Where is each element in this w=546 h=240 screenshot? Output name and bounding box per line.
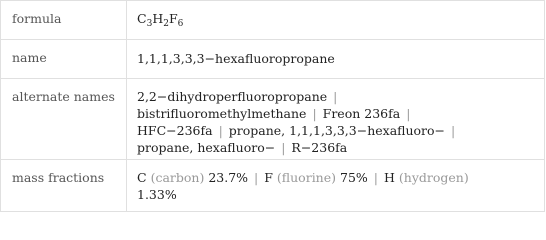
- name-row: [1, 39, 544, 78]
- mass-fraction-element: (carbon): [150, 170, 205, 185]
- separator: |: [254, 170, 259, 185]
- alternate-name: propane, 1,1,1,3,3,3−hexafluoro−: [228, 123, 446, 138]
- separator: |: [218, 123, 223, 138]
- formula-subscript-h: 2: [163, 19, 169, 29]
- mass-fractions-label: mass fractions: [1, 160, 127, 211]
- formula-element-f: F: [168, 11, 178, 26]
- mass-fraction-symbol: C: [137, 170, 147, 185]
- mass-fraction-symbol: F: [264, 170, 273, 185]
- separator: |: [281, 140, 286, 155]
- name-label: name: [1, 40, 127, 78]
- formula-element-c: C: [137, 11, 147, 26]
- alternate-name: 2,2−dihydroperfluoropropane: [137, 89, 328, 104]
- mass-fraction-value: 23.7%: [208, 170, 249, 185]
- mass-fraction-element: (fluorine): [276, 170, 337, 185]
- separator: |: [451, 123, 456, 138]
- mass-fraction-symbol: H: [384, 170, 395, 185]
- alternate-names-label: alternate names: [1, 79, 127, 159]
- alternate-names-row: [1, 78, 544, 159]
- formula-row: [1, 1, 544, 39]
- alternate-name: bistrifluoromethylmethane: [137, 106, 307, 121]
- mass-fraction-value: 75%: [340, 170, 368, 185]
- separator: |: [312, 106, 317, 121]
- mass-fraction-element: (hydrogen): [398, 170, 469, 185]
- separator: |: [333, 89, 338, 104]
- formula-element-h: H: [152, 11, 164, 26]
- separator: |: [406, 106, 411, 121]
- alternate-name: R−236fa: [291, 140, 348, 155]
- mass-fractions-value: [127, 160, 544, 211]
- formula-subscript-c: 3: [146, 19, 153, 29]
- formula-value: [127, 1, 544, 39]
- alternate-name: Freon 236fa: [322, 106, 401, 121]
- name-value: 1,1,1,3,3,3−hexafluoropropane: [137, 51, 335, 66]
- mass-fraction-value: 1.33%: [137, 187, 177, 202]
- formula-subscript-f: 6: [177, 19, 184, 29]
- formula-label: formula: [1, 1, 127, 39]
- alternate-name: HFC−236fa: [137, 123, 213, 138]
- mass-fractions-row: [1, 159, 544, 211]
- separator: |: [373, 170, 379, 185]
- alternate-names-value: [127, 79, 544, 159]
- alternate-name: propane, hexafluoro−: [137, 140, 276, 155]
